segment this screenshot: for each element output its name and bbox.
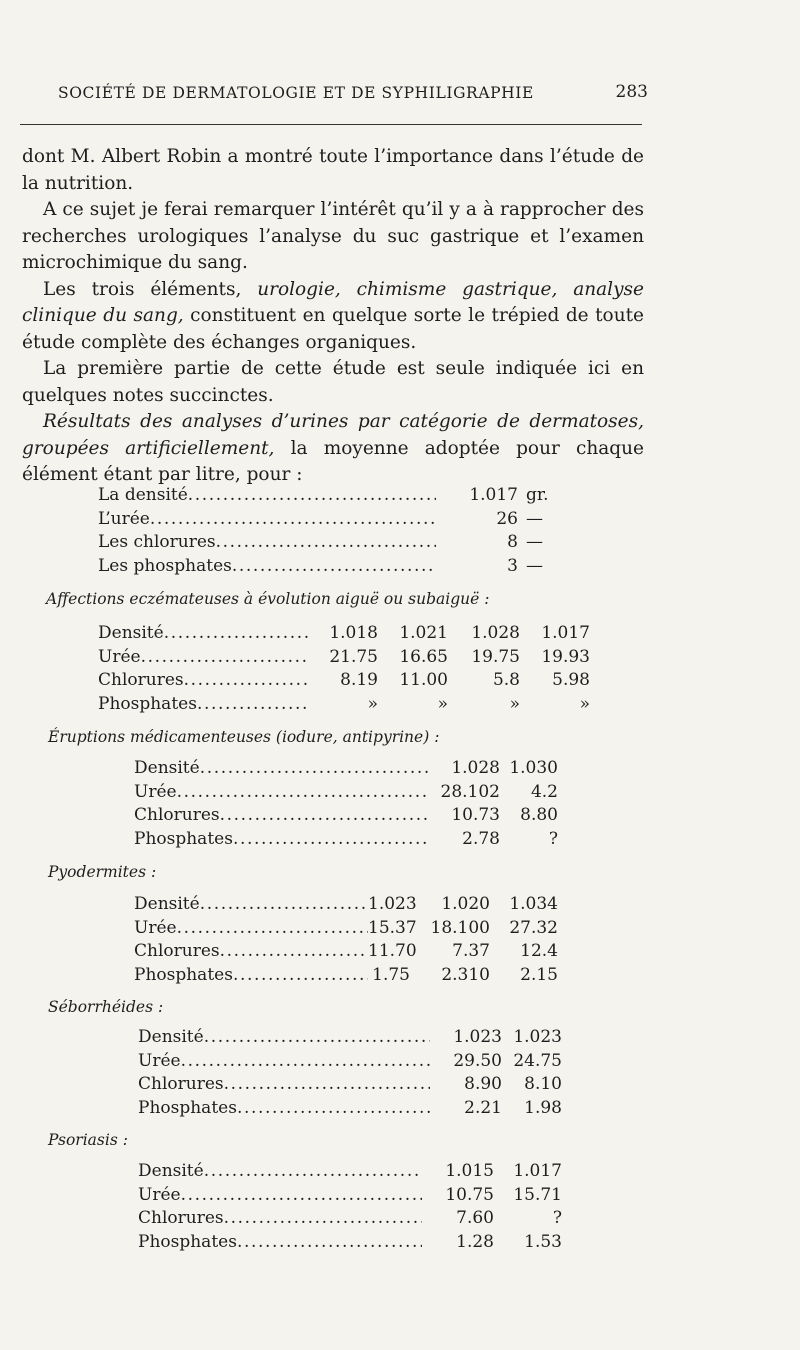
table-row — [138, 1097, 562, 1121]
reference-row — [98, 484, 586, 508]
row-label: Chlorures — [98, 670, 184, 690]
row-label: Densité — [134, 894, 200, 914]
row-value: 1.028 — [471, 623, 520, 643]
running-header — [58, 84, 648, 102]
paragraph-3-italic: urologie, chimisme gastrique, analyse clinique du sang, — [22, 278, 644, 326]
analysis-table — [134, 893, 558, 987]
row-label: Urée — [138, 1184, 181, 1205]
table-row — [134, 828, 558, 852]
section-title: Éruptions médicamenteuses (iodure, antipyrine) : — [48, 728, 440, 746]
row-value: 28.102 — [440, 781, 500, 802]
reference-unit: — — [526, 508, 543, 529]
row-label: Chlorures — [138, 1074, 224, 1094]
paragraph-5-italic: Résultats des analyses d’urines par catégorie de dermatoses, groupées artificiellement, — [22, 411, 644, 459]
reference-row — [98, 531, 586, 555]
row-value: 15.71 — [513, 1184, 562, 1205]
section-title: Séborrhéides : — [48, 998, 164, 1016]
row-value: 27.32 — [509, 917, 558, 938]
row-value: ? — [548, 828, 558, 849]
row-label: Chlorures — [134, 805, 220, 825]
section-title: Affections eczémateuses à évolution aiguë ou subaiguë : — [46, 590, 490, 608]
table-row — [98, 693, 590, 717]
row-value: 21.75 — [329, 646, 378, 667]
row-value: 11.00 — [399, 670, 448, 690]
row-value: ? — [552, 1208, 562, 1228]
row-label: Chlorures — [138, 1208, 224, 1228]
row-value: 1.023 — [513, 1027, 562, 1047]
reference-values — [98, 484, 586, 578]
row-value: 8.80 — [520, 805, 558, 825]
row-value: 10.73 — [451, 805, 500, 825]
analysis-table — [138, 1026, 562, 1120]
table-row — [134, 964, 558, 988]
table-row — [134, 893, 558, 917]
row-label: Urée — [138, 1050, 181, 1071]
row-value: 1.030 — [509, 758, 558, 778]
table-row — [138, 1207, 562, 1231]
row-value: 2.21 — [464, 1097, 502, 1118]
reference-value: 3 — [507, 555, 518, 576]
row-value: 1.75 — [372, 964, 410, 985]
row-value: 1.018 — [329, 623, 378, 643]
section-title: Psoriasis : — [48, 1131, 128, 1149]
row-value: 1.023 — [453, 1027, 502, 1047]
table-row — [98, 622, 590, 646]
reference-value: 8 — [507, 532, 518, 552]
row-value: » — [509, 693, 520, 714]
table-row — [98, 646, 590, 670]
reference-unit: — — [526, 532, 543, 552]
reference-row — [98, 555, 586, 579]
reference-label: L’urée — [98, 508, 150, 529]
row-value: » — [579, 693, 590, 714]
reference-label: La densité — [98, 485, 188, 505]
row-value: 1.020 — [441, 894, 490, 914]
row-value: 18.100 — [430, 917, 490, 938]
paragraph-4: La première partie de cette étude est seule indiquée ici en quelques notes succinctes. — [22, 358, 644, 406]
table-row — [134, 757, 558, 781]
row-value: 11.70 — [368, 941, 417, 961]
table-row — [138, 1026, 562, 1050]
row-value: 12.4 — [520, 941, 558, 961]
row-value: 8.90 — [464, 1074, 502, 1094]
row-value: 1.023 — [368, 894, 417, 914]
row-value: 1.53 — [524, 1231, 562, 1252]
page-number: 283 — [615, 82, 648, 102]
section-title: Pyodermites : — [48, 863, 157, 881]
table-row — [98, 669, 590, 693]
row-value: 24.75 — [513, 1050, 562, 1071]
row-label: Phosphates — [134, 828, 233, 849]
header-rule — [20, 124, 642, 125]
body-text — [22, 144, 644, 489]
table-row — [138, 1160, 562, 1184]
row-value: 1.028 — [451, 758, 500, 778]
row-value: 8.10 — [524, 1074, 562, 1094]
row-value: 1.015 — [445, 1161, 494, 1181]
table-row — [134, 917, 558, 941]
row-value: 7.37 — [452, 941, 490, 961]
analysis-table — [98, 622, 590, 716]
table-row — [134, 781, 558, 805]
row-value: 8.19 — [340, 670, 378, 690]
row-value: 1.98 — [524, 1097, 562, 1118]
table-row — [138, 1184, 562, 1208]
row-value: 1.017 — [541, 623, 590, 643]
row-value: 19.75 — [471, 646, 520, 667]
paragraph-2: A ce sujet je ferai remarquer l’intérêt qu’il y a à rapprocher des recherches urologiques l’analyse du suc gastrique et l’examen microchimique du sang. — [22, 199, 644, 273]
row-value: 16.65 — [399, 646, 448, 667]
row-label: Densité — [138, 1027, 204, 1047]
row-value: 7.60 — [456, 1208, 494, 1228]
table-row — [138, 1231, 562, 1255]
row-label: Urée — [134, 917, 177, 938]
row-label: Urée — [134, 781, 177, 802]
row-value: 5.98 — [552, 670, 590, 690]
row-value: 29.50 — [453, 1050, 502, 1071]
paragraph-3-c: constituent en quelque sorte le trépied de toute étude complète des échanges organiques. — [22, 305, 644, 353]
row-label: Phosphates — [138, 1231, 237, 1252]
row-value: 2.310 — [441, 964, 490, 985]
reference-unit: — — [526, 555, 543, 576]
row-value: 2.78 — [462, 828, 500, 849]
row-value: 1.28 — [456, 1231, 494, 1252]
row-label: Phosphates — [138, 1097, 237, 1118]
row-value: 4.2 — [530, 781, 558, 802]
row-value: 19.93 — [541, 646, 590, 667]
row-value: » — [367, 693, 378, 714]
row-value: 1.034 — [509, 894, 558, 914]
reference-label: Les phosphates — [98, 555, 232, 576]
row-value: 15.37 — [368, 917, 417, 938]
row-label: Densité — [138, 1161, 204, 1181]
paragraph-1: dont M. Albert Robin a montré toute l’importance dans l’étude de la nutrition. — [22, 146, 644, 194]
row-value: 1.021 — [399, 623, 448, 643]
row-label: Phosphates — [134, 964, 233, 985]
paragraph-3-a: Les trois éléments, — [43, 278, 258, 300]
row-label: Densité — [134, 758, 200, 778]
row-label: Phosphates — [98, 693, 197, 714]
reference-unit: gr. — [526, 485, 549, 505]
table-row — [134, 940, 558, 964]
row-label: Densité — [98, 623, 164, 643]
table-row — [138, 1073, 562, 1097]
paragraph-5 — [22, 409, 644, 489]
table-row — [134, 804, 558, 828]
reference-value: 1.017 — [469, 485, 518, 505]
row-label: Chlorures — [134, 941, 220, 961]
reference-label: Les chlorures — [98, 532, 216, 552]
running-title: SOCIÉTÉ DE DERMATOLOGIE ET DE SYPHILIGRAPHIE — [58, 84, 534, 102]
row-value: 1.017 — [513, 1161, 562, 1181]
analysis-table — [134, 757, 558, 851]
analysis-table — [138, 1160, 562, 1254]
paragraph-5-b: la moyenne adoptée pour chaque élément étant par litre, pour : — [22, 437, 644, 485]
reference-value: 26 — [496, 508, 518, 529]
table-row — [138, 1050, 562, 1074]
row-value: 2.15 — [520, 964, 558, 985]
row-label: Urée — [98, 646, 141, 667]
row-value: 5.8 — [492, 670, 520, 690]
row-value: 10.75 — [445, 1184, 494, 1205]
reference-row — [98, 508, 586, 532]
paragraph-3 — [22, 277, 644, 357]
row-value: » — [437, 693, 448, 714]
